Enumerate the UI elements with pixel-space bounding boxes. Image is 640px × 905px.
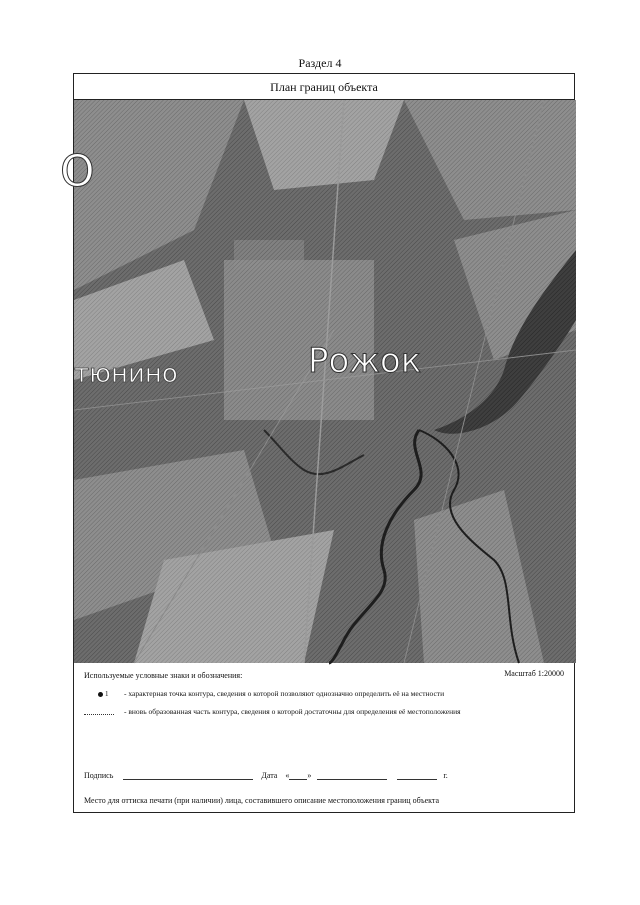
plan-frame	[60, 73, 575, 813]
legend-point-text: - характерная точка контура, сведения о которой позволяют однозначно определить её на местности	[124, 689, 445, 698]
signature-field[interactable]	[123, 770, 253, 780]
signature-label: Подпись	[84, 771, 114, 780]
map-scale: Масштаб 1:20000	[504, 669, 564, 678]
point-symbol: 1	[84, 689, 124, 698]
aerial-map	[60, 100, 574, 663]
line-symbol	[84, 707, 124, 716]
map-label-left-village: тюнино	[74, 359, 178, 389]
legend-area	[74, 663, 574, 813]
legend-row-line	[84, 707, 544, 717]
stamp-note: Место для оттиска печати (при наличии) лица, составившего описание местоположения границ объекта	[84, 796, 440, 805]
signature-row	[84, 770, 448, 780]
date-quote-close: »	[307, 771, 312, 780]
year-suffix: г.	[443, 771, 448, 780]
legend-line-text: - вновь образованная часть контура, сведения о которой достаточны для определения её местоположения	[124, 707, 461, 716]
point-dot-icon	[98, 692, 103, 697]
map-label-partial: О	[60, 146, 95, 197]
legend-row-point	[84, 689, 544, 699]
date-day-field[interactable]	[289, 770, 307, 780]
plan-header: План границ объекта	[74, 74, 574, 100]
date-label: Дата	[261, 771, 278, 780]
date-year-field[interactable]	[397, 770, 437, 780]
section-title: Раздел 4	[298, 56, 342, 70]
date-quote-open: «	[285, 771, 290, 780]
map-label-main-village: Рожок	[308, 341, 422, 381]
legend-title: Используемые условные знаки и обозначения:	[84, 671, 243, 680]
dotted-line-icon	[84, 714, 114, 715]
date-month-field[interactable]	[317, 770, 387, 780]
